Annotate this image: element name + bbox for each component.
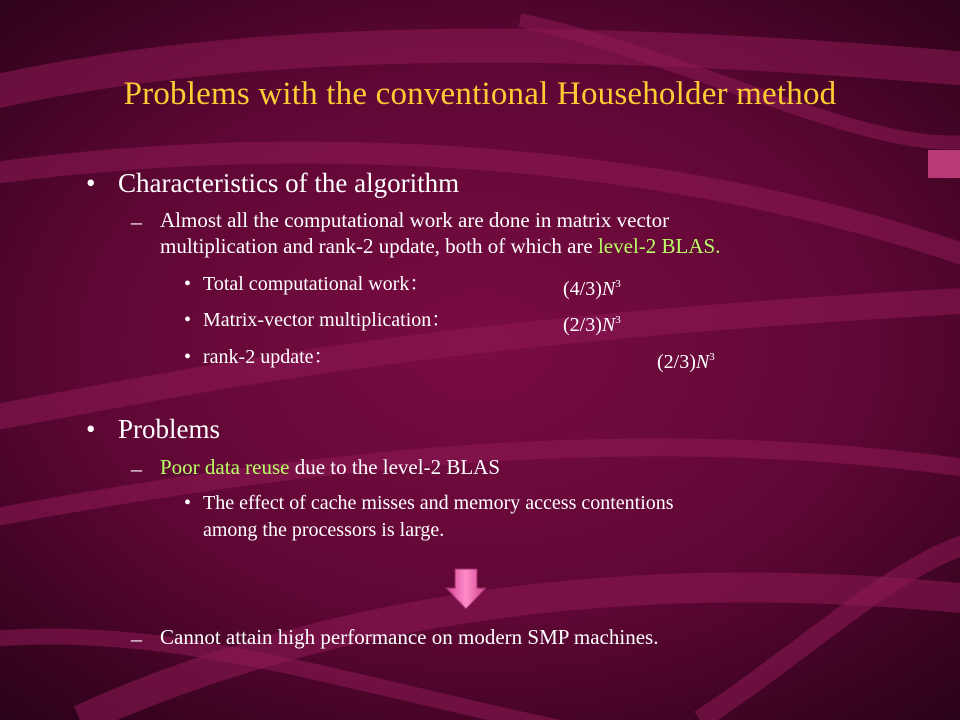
bullet-level3: • — [184, 309, 192, 331]
item-total-label: Total computational work： — [203, 273, 430, 295]
bullet-level2: – — [131, 626, 142, 651]
problem-text: due to the level-2 BLAS — [289, 455, 501, 479]
down-arrow-icon — [445, 568, 487, 610]
bullet-level1: • — [86, 168, 96, 198]
description-text: multiplication and rank-2 update, both of which are — [160, 234, 598, 258]
corner-tab-decoration — [928, 150, 960, 178]
item-rank2-value: $(2/3)N^3$ — [657, 351, 715, 373]
bullet-level3: • — [184, 492, 192, 514]
item-matvec-label: Matrix-vector multiplication： — [203, 309, 452, 331]
section-heading-problems: Problems — [118, 414, 221, 444]
item-rank2-label: rank-2 update： — [203, 346, 334, 368]
characteristics-description-line2 — [160, 234, 720, 258]
slide-title: Problems with the conventional Householder method — [123, 76, 837, 112]
conclusion-text: Cannot attain high performance on modern SMP machines. — [160, 625, 659, 649]
bullet-level3: • — [184, 273, 192, 295]
problem-detail-line1: The effect of cache misses and memory access contentions — [203, 492, 674, 514]
item-total-value: $(4/3)N^3$ — [563, 278, 621, 300]
bullet-level2: – — [131, 209, 142, 234]
characteristics-description-line1: Almost all the computational work are done in matrix vector — [160, 208, 670, 232]
problem-detail-line2: among the processors is large. — [203, 519, 445, 541]
bullet-level1: • — [86, 414, 96, 444]
bullet-level2: – — [131, 456, 142, 481]
section-heading-characteristics: Characteristics of the algorithm — [118, 168, 460, 198]
poor-data-reuse-highlight: Poor data reuse — [160, 455, 290, 479]
level2-blas-highlight: level-2 BLAS. — [597, 234, 721, 258]
item-matvec-value: $(2/3)N^3$ — [563, 314, 621, 336]
problem-data-reuse — [160, 455, 500, 479]
bullet-level3: • — [184, 346, 192, 368]
